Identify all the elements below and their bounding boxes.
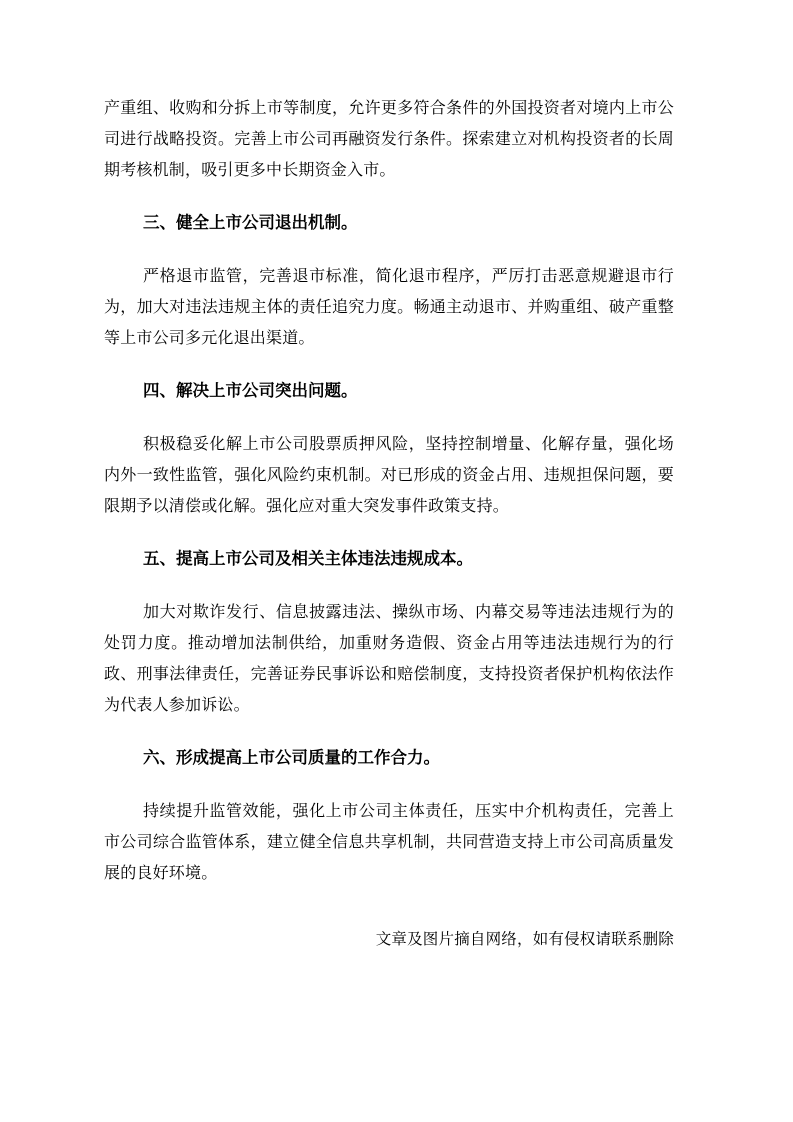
footer-attribution-note: 文章及图片摘自网络，如有侵权请联系删除 — [375, 930, 674, 948]
section-heading-3: 三、健全上市公司退出机制。 — [143, 213, 358, 232]
section-paragraph-3: 严格退市监管，完善退市标准，简化退市程序，严厉打击恶意规避退市行为，加大对违法违规主体的责任追究力度。畅通主动退市、并购重组、破产重整等上市公司多元化退出渠道。 — [104, 266, 674, 347]
section-heading-4: 四、解决上市公司突出问题。 — [143, 381, 358, 400]
section-paragraph-5: 加大对欺诈发行、信息披露违法、操纵市场、内幕交易等违法违规行为的处罚力度。推动增加法制供给，加重财务造假、资金占用等违法违规行为的行政、刑事法律责任，完善证券民事诉讼和赔偿制度，支持投资者保护机构依法作为代表人参加诉讼。 — [104, 602, 674, 714]
section-heading-5: 五、提高上市公司及相关主体违法违规成本。 — [143, 549, 473, 568]
section-heading-6: 六、形成提高上市公司质量的工作合力。 — [143, 748, 440, 767]
paragraph-continuation: 产重组、收购和分拆上市等制度，允许更多符合条件的外国投资者对境内上市公司进行战略投资。完善上市公司再融资发行条件。探索建立对机构投资者的长周期考核机制，吸引更多中长期资金入市。 — [104, 98, 674, 179]
section-paragraph-6: 持续提升监管效能，强化上市公司主体责任，压实中介机构责任，完善上市公司综合监管体系，建立健全信息共享机制，共同营造支持上市公司高质量发展的良好环境。 — [104, 801, 674, 882]
section-paragraph-4: 积极稳妥化解上市公司股票质押风险，坚持控制增量、化解存量，强化场内外一致性监管，强化风险约束机制。对已形成的资金占用、违规担保问题，要限期予以清偿或化解。强化应对重大突发事件政策支持。 — [104, 434, 674, 515]
